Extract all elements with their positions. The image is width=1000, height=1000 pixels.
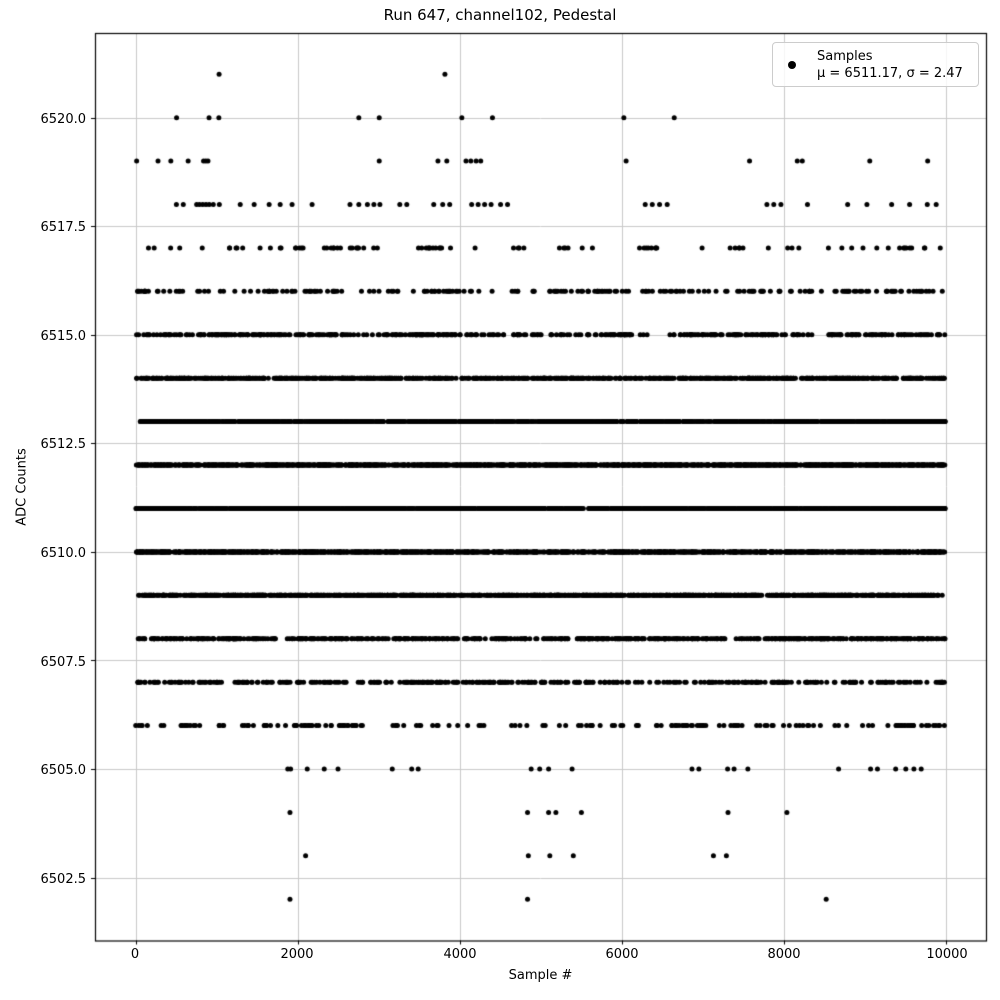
y-tick-label: 6505.0 xyxy=(40,763,86,778)
legend-text xyxy=(817,48,963,82)
y-tick-label: 6517.5 xyxy=(40,220,86,235)
y-tick-label: 6520.0 xyxy=(40,112,86,127)
y-tick-label: 6510.0 xyxy=(40,546,86,561)
legend-sample-marker-icon xyxy=(788,61,796,69)
x-tick-label: 6000 xyxy=(605,947,639,962)
legend-box xyxy=(772,42,979,87)
y-tick-label: 6515.0 xyxy=(40,329,86,344)
chart-title: Run 647, channel102, Pedestal xyxy=(383,6,617,24)
y-axis-label: ADC Counts xyxy=(14,448,30,526)
x-tick-label: 2000 xyxy=(280,947,314,962)
legend-label-samples: Samples xyxy=(817,48,873,64)
x-axis-label: Sample # xyxy=(508,968,573,983)
x-tick-label: 8000 xyxy=(767,947,801,962)
x-tick-label: 10000 xyxy=(926,947,968,962)
x-tick-label: 0 xyxy=(130,947,140,962)
y-tick-label: 6507.5 xyxy=(40,655,86,670)
x-tick-label: 4000 xyxy=(443,947,477,962)
legend-label-stats: μ = 6511.17, σ = 2.47 xyxy=(817,65,963,81)
y-tick-label: 6502.5 xyxy=(40,872,86,887)
y-tick-label: 6512.5 xyxy=(40,437,86,452)
